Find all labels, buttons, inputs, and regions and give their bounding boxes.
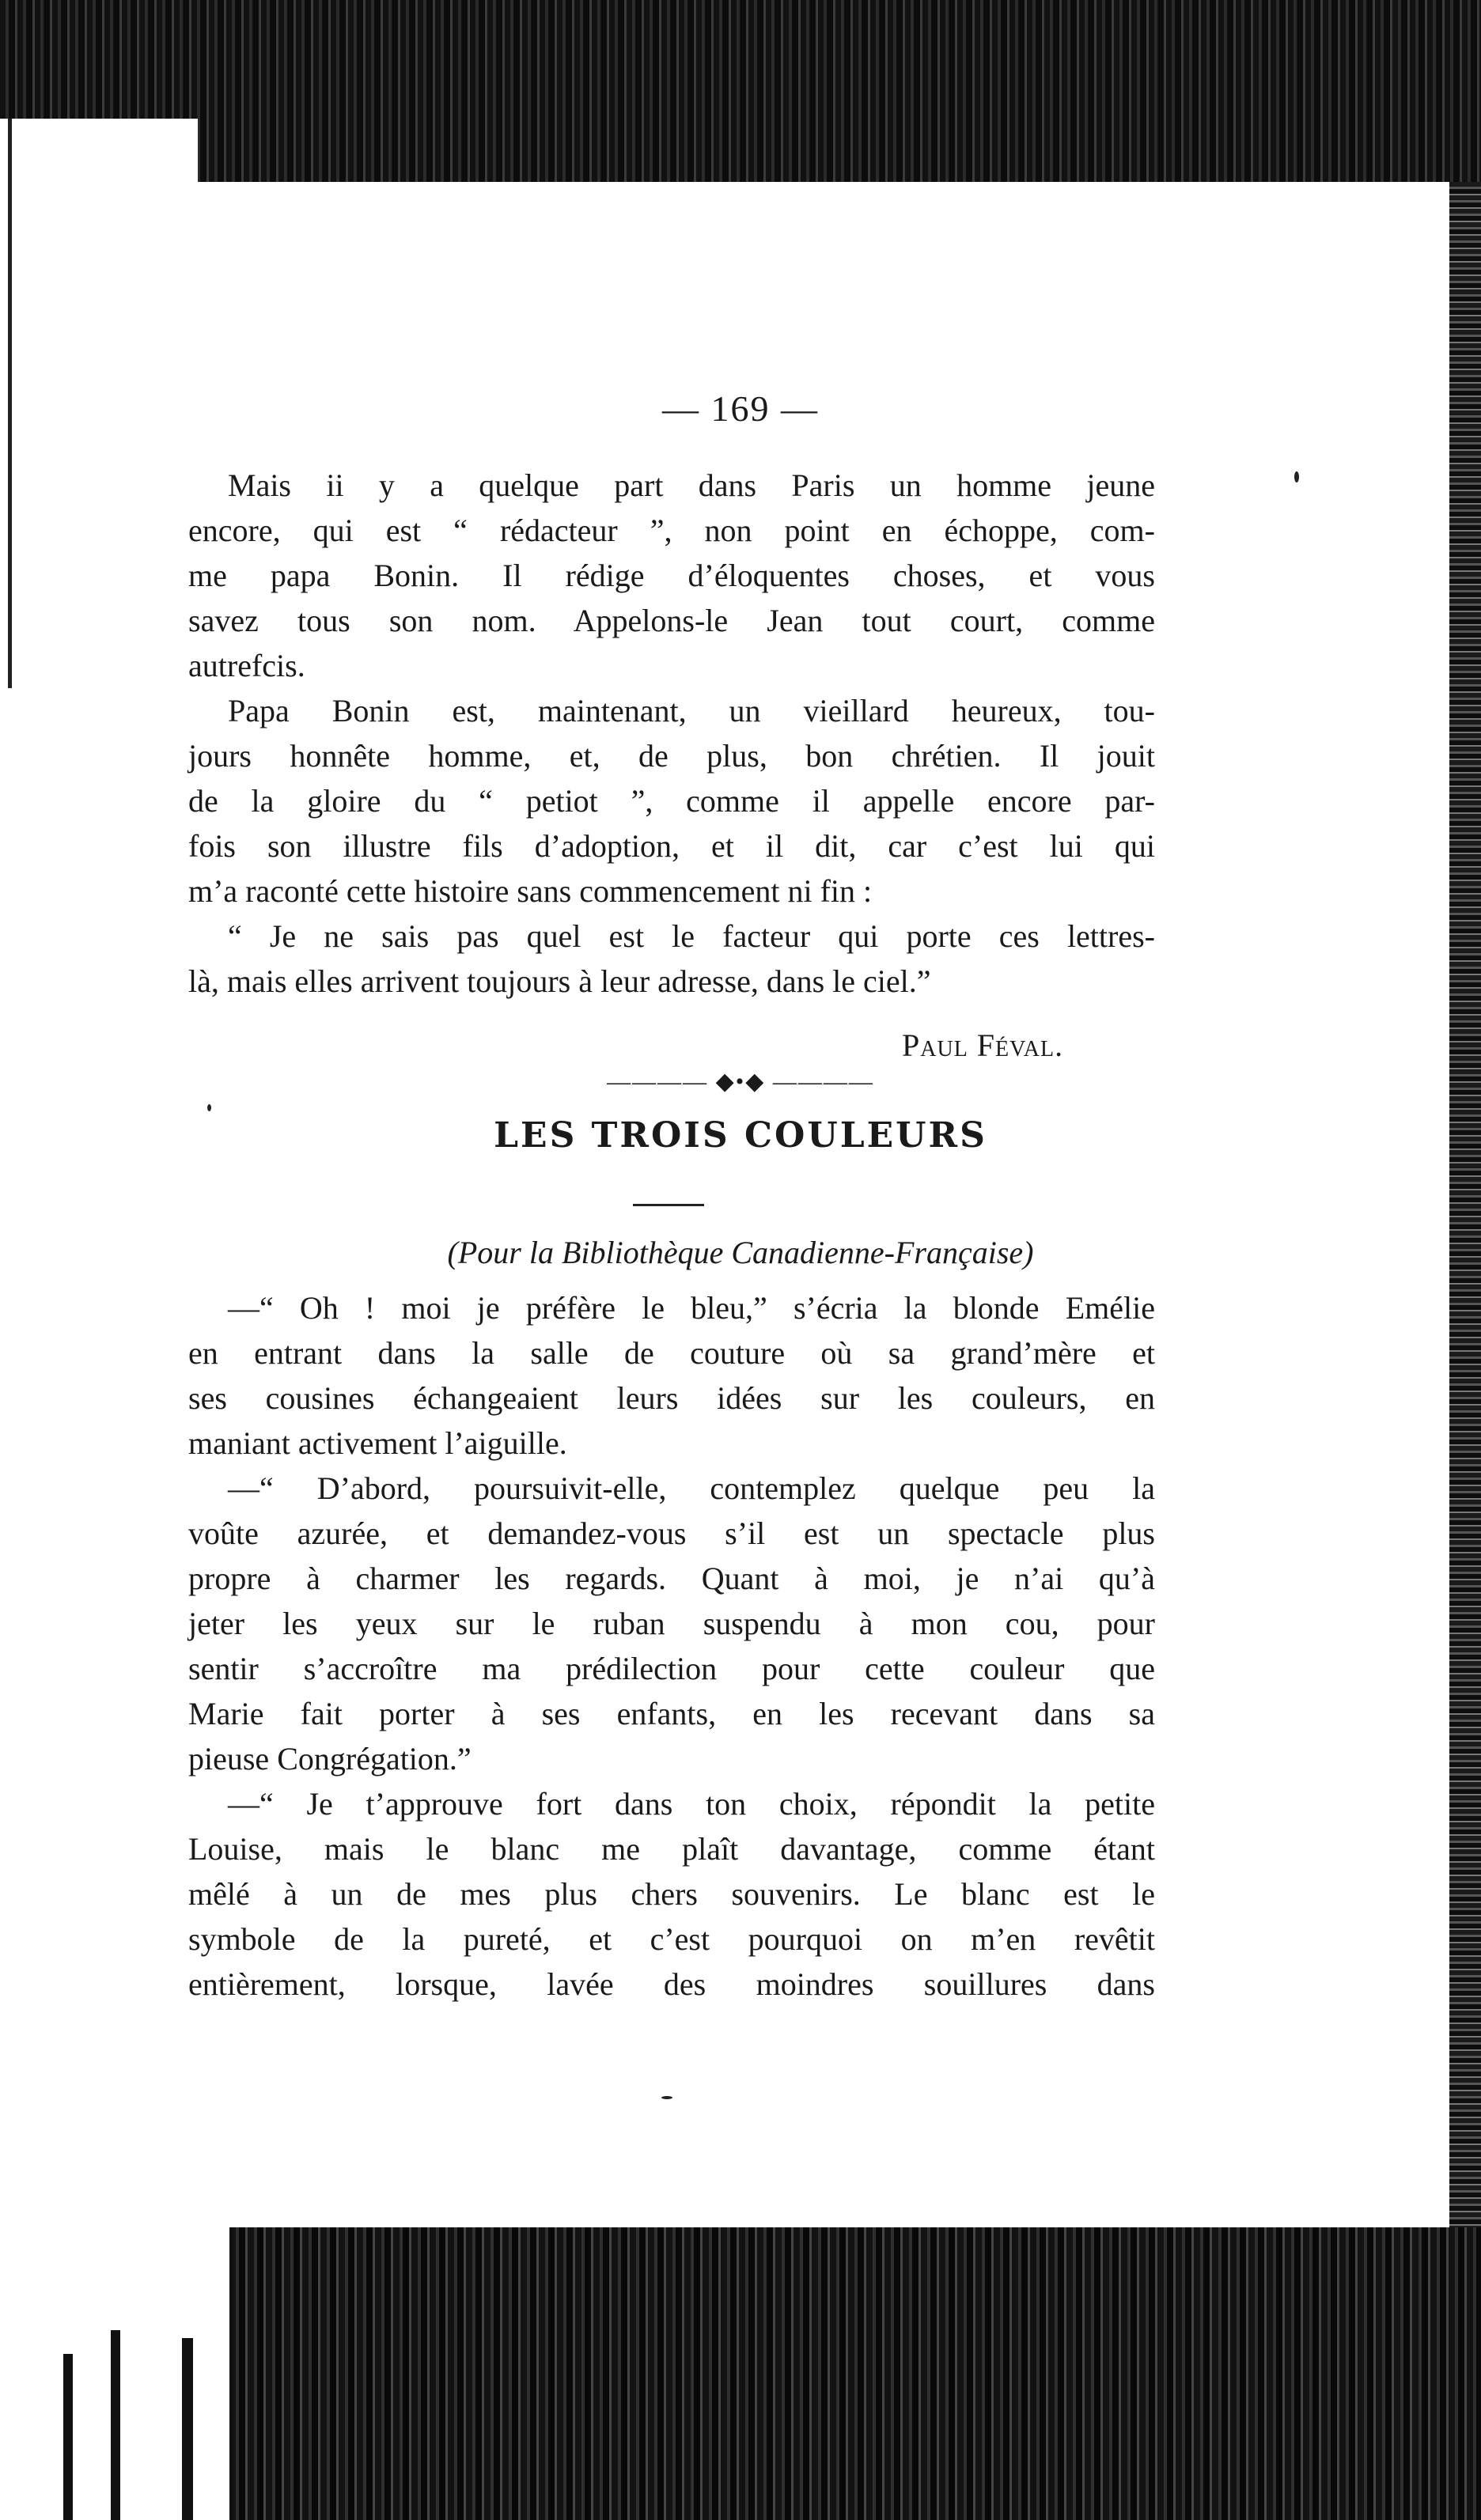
- author-signature: Paul Féval.: [902, 1027, 1064, 1063]
- text-line: pieuse Congrégation.”: [188, 1741, 472, 1776]
- text-line: fois son illustre fils d’adoption, et il dit, car c’est lui qui: [188, 828, 1155, 864]
- scan-speck: [1294, 471, 1299, 482]
- text-line: voûte azurée, et demandez-vous s’il est un spectacle plus: [188, 1515, 1155, 1551]
- text-line: en entrant dans la salle de couture où sa grand’mère et: [188, 1335, 1155, 1371]
- scan-artifact-bar: [182, 2338, 193, 2520]
- text-line: Papa Bonin est, maintenant, un vieillard heureux, tou-: [228, 693, 1155, 728]
- scan-artifact-bar: [111, 2330, 120, 2520]
- scan-artifact-bar: [63, 2354, 73, 2520]
- paragraph: [188, 1285, 1155, 1466]
- text-line: de la gloire du “ petiot ”, comme il appelle encore par-: [188, 783, 1155, 819]
- text-line: symbole de la pureté, et c’est pourquoi on m’en revêtit: [188, 1921, 1155, 1957]
- text-line: autrefcis.: [188, 648, 305, 683]
- section-title: LES TROIS COULEURS: [494, 1115, 987, 1156]
- text-line: entièrement, lorsque, lavée des moindres souillures dans: [188, 1966, 1155, 2002]
- text-line: Louise, mais le blanc me plaît davantage, comme étant: [188, 1831, 1155, 1867]
- paragraph: [188, 1781, 1155, 2007]
- text-line: m’a raconté cette histoire sans commencement ni fin :: [188, 873, 873, 909]
- text-line: ses cousines échangeaient leurs idées sur les couleurs, en: [188, 1380, 1155, 1416]
- text-line: encore, qui est “ rédacteur ”, non point en échoppe, com-: [188, 513, 1155, 548]
- text-line: “ Je ne sais pas quel est le facteur qui porte ces lettres-: [228, 918, 1155, 954]
- scan-speck: [207, 1104, 211, 1111]
- text-line: propre à charmer les regards. Quant à moi, je n’ai qu’à: [188, 1561, 1155, 1596]
- scan-speck: [661, 2096, 672, 2099]
- scan-border-top: [0, 0, 1481, 182]
- text-section-bottom: [188, 1285, 1155, 2007]
- text-line: là, mais elles arrivent toujours à leur adresse, dans le ciel.”: [188, 963, 931, 999]
- scan-border-right: [1449, 182, 1481, 2238]
- scan-border-bottom: [229, 2227, 1481, 2520]
- text-line: jours honnête homme, et, de plus, bon chrétien. Il jouit: [188, 738, 1155, 774]
- text-line: savez tous son nom. Appelons-le Jean tout court, comme: [188, 603, 1155, 638]
- text-line: me papa Bonin. Il rédige d’éloquentes choses, et vous: [188, 558, 1155, 593]
- text-line: Marie fait porter à ses enfants, en les recevant dans sa: [188, 1696, 1155, 1731]
- text-line: —“ Oh ! moi je préfère le bleu,” s’écria la blonde Emélie: [228, 1290, 1155, 1326]
- title-rule: [633, 1204, 704, 1206]
- text-line: —“ D’abord, poursuivit-elle, contemplez quelque peu la: [228, 1470, 1155, 1506]
- page-number: — 169 —: [662, 388, 819, 429]
- text-line: jeter les yeux sur le ruban suspendu à mon cou, pour: [188, 1606, 1155, 1641]
- paragraph: [188, 688, 1155, 914]
- text-section-top: [188, 463, 1155, 1004]
- text-line: mêlé à un de mes plus chers souvenirs. Le blanc est le: [188, 1876, 1155, 1912]
- section-subtitle: (Pour la Bibliothèque Canadienne-Française): [447, 1235, 1034, 1270]
- text-line: Mais ii y a quelque part dans Paris un homme jeune: [228, 467, 1155, 503]
- section-ornament: ———— ◆•◆ ————: [607, 1069, 874, 1095]
- paragraph: [188, 914, 1155, 1004]
- text-line: —“ Je t’approuve fort dans ton choix, répondit la petite: [228, 1786, 1155, 1822]
- paragraph: [188, 463, 1155, 688]
- text-line: sentir s’accroître ma prédilection pour cette couleur que: [188, 1651, 1155, 1686]
- scan-border-notch: [0, 119, 198, 182]
- paragraph: [188, 1466, 1155, 1781]
- text-line: maniant activement l’aiguille.: [188, 1425, 567, 1461]
